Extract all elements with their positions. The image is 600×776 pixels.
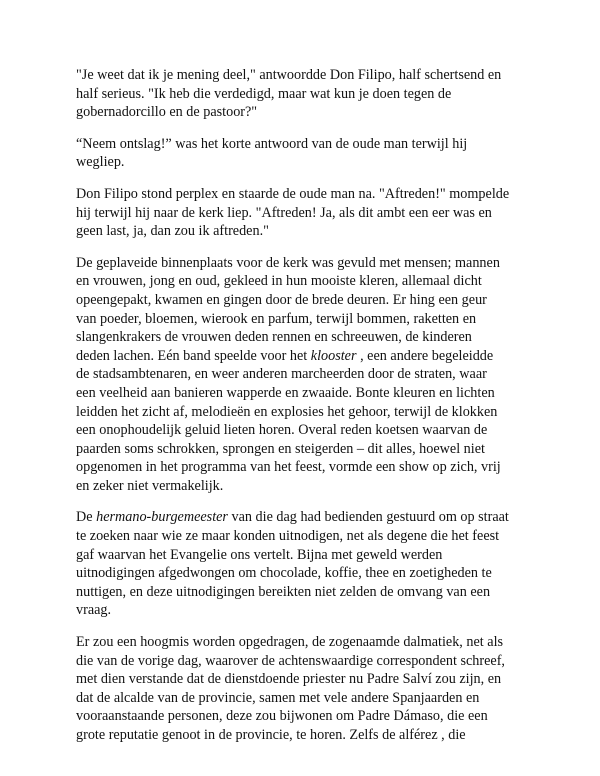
text-line: van poeder, bloemen, wierook en parfum, terwijl bommen, raketten en <box>76 310 477 327</box>
italic-term-klooster: klooster <box>310 347 357 364</box>
italic-term-hermano-burgemeester: hermano-burgemeester <box>96 509 228 526</box>
text-line: nuttigen, en deze uitnodigingen bereikten niet zelden de omvang van een <box>76 583 491 600</box>
text-line: hij terwijl hij naar de kerk liep. "Aftreden! Ja, als dit ambt een eer was en <box>76 204 492 221</box>
paragraph-3 <box>76 185 542 241</box>
paragraph-5 <box>76 508 542 620</box>
document-page <box>76 66 542 758</box>
text-line-mixed <box>76 508 542 527</box>
text-line: slangenkrakers de vrouwen deden rennen en schreeuwen, de kinderen <box>76 329 472 346</box>
text-line: paarden soms schrokken, sprongen en steigerden – dit alles, hoewel niet <box>76 440 485 457</box>
text-line-mixed <box>76 347 542 366</box>
text-line: die van de vorige dag, waarover de achtenswaardige correspondent schreef, <box>76 652 505 669</box>
text-line: gaf waarvan het Evangelie ons vertelt. Bijna met geweld werden <box>76 546 443 563</box>
text-line: opeengepakt, kwamen en gingen door de brede deuren. Er hing een geur <box>76 291 487 308</box>
text-run: deden lachen. Eén band speelde voor het <box>76 347 311 364</box>
paragraph-4 <box>76 254 542 496</box>
text-line: vooraanstaande personen, deze zou bijwonen om Padre Dámaso, die een <box>76 708 488 725</box>
text-line: "Je weet dat ik je mening deel," antwoordde Don Filipo, half schertsend en <box>76 67 502 83</box>
paragraph-2 <box>76 135 542 172</box>
text-run: , een andere begeleidde <box>356 347 494 364</box>
text-line: grote reputatie genoot in de provincie, te horen. Zelfs de alférez , die <box>76 727 466 743</box>
text-line: Don Filipo stond perplex en staarde de oude man na. "Aftreden!" mompelde <box>76 185 510 202</box>
text-line: een onophoudelijk geluid lieten horen. Overal reden koetsen waarvan de <box>76 422 488 439</box>
text-line: uitnodigingen afgedwongen om chocolade, koffie, thee en zoetigheden te <box>76 565 492 582</box>
text-line: leidden het zicht af, melodieën en explosies het gehoor, terwijl de klokken <box>76 403 498 420</box>
paragraph-1 <box>76 66 542 122</box>
text-line: dat de alcalde van de provincie, samen met vele andere Spanjaarden en <box>76 689 480 706</box>
text-line: geen last, ja, dan zou ik aftreden." <box>76 223 269 240</box>
text-line: en zeker niet vermakelijk. <box>76 477 224 494</box>
text-line: met dien verstande dat de dienstdoende priester nu Padre Salví zou zijn, en <box>76 671 502 688</box>
text-line: een veelheid aan banieren wapperde en zwaaide. Bonte kleuren en lichten <box>76 384 495 401</box>
paragraph-6 <box>76 633 542 745</box>
text-line: vraag. <box>76 602 112 619</box>
text-run: De <box>76 509 97 526</box>
text-line: wegliep. <box>76 154 125 171</box>
text-line: de stadsambtenaren, en weer anderen marcheerden door de straten, waar <box>76 366 487 383</box>
text-line: te zoeken naar wie ze maar konden uitnodigen, net als degene die het feest <box>76 528 500 545</box>
text-line: half serieus. "Ik heb die verdedigd, maar wat kun je doen tegen de <box>76 85 452 102</box>
text-line: Er zou een hoogmis worden opgedragen, de zogenaamde dalmatiek, net als <box>76 634 504 651</box>
text-line: “Neem ontslag!” was het korte antwoord van de oude man terwijl hij <box>76 135 468 152</box>
text-line: gobernadorcillo en de pastoor?" <box>76 104 258 121</box>
text-line: De geplaveide binnenplaats voor de kerk was gevuld met mensen; mannen <box>76 254 500 271</box>
text-line: opgenomen in het programma van het feest, vormde een show op zich, vrij <box>76 459 501 476</box>
text-line: en vrouwen, jong en oud, gekleed in hun mooiste kleren, allemaal dicht <box>76 273 482 290</box>
text-run: van die dag had bedienden gestuurd om op straat <box>227 509 509 526</box>
